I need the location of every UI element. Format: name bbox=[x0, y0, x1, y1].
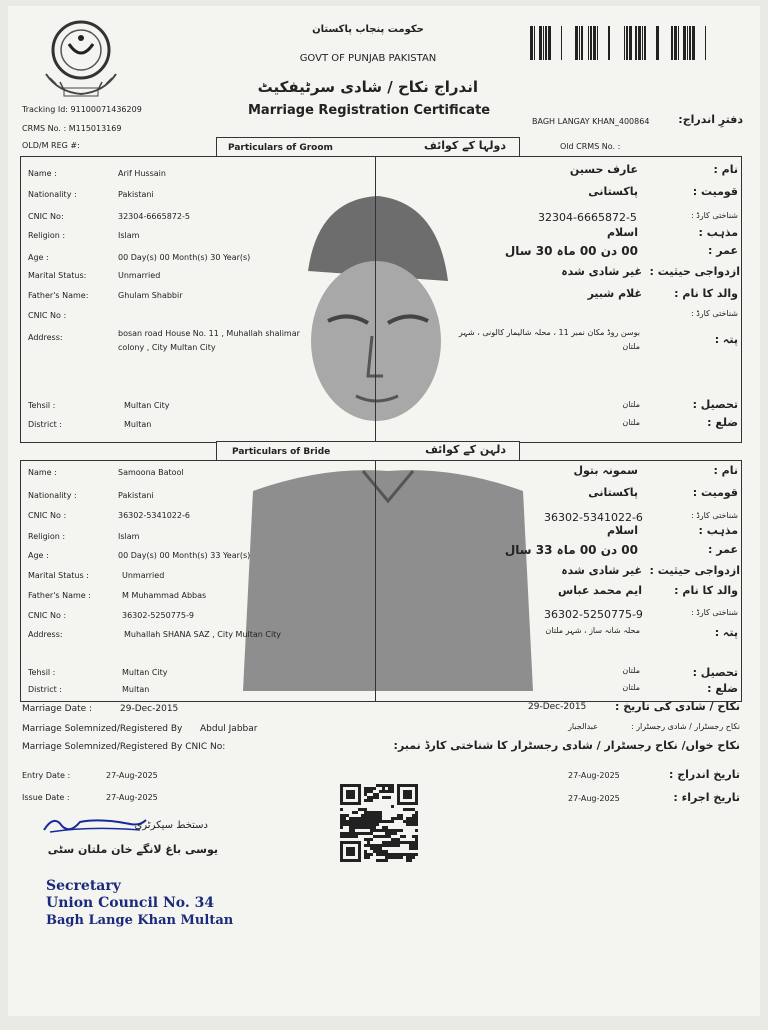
marriage-date-label: Marriage Date : bbox=[22, 704, 93, 714]
punjab-logo bbox=[36, 18, 126, 104]
bride-father: M Muhammad Abbas bbox=[122, 591, 207, 600]
groom-marital-label: Marital Status: bbox=[28, 271, 87, 280]
groom-father-cnic-label: CNIC No : bbox=[28, 311, 67, 320]
bride-nationality-urdu: پاکستانی bbox=[588, 486, 638, 499]
groom-address-urdu-line1: بوسن روڈ مکان نمبر 11 ، محلہ شالیمار کالونی ، شہر bbox=[458, 328, 640, 337]
bride-father-label: Father's Name : bbox=[28, 591, 91, 600]
groom-tehsil: Multan City bbox=[124, 401, 170, 410]
issue-date-urdu-label: تاریخ اجراء : bbox=[673, 791, 740, 804]
groom-nationality-urdu: پاکستانی bbox=[588, 185, 638, 198]
stamp-secretary: Secretary bbox=[46, 878, 121, 894]
bride-nationality: Pakistani bbox=[118, 491, 154, 500]
groom-address-label-urdu: پتہ : bbox=[714, 333, 738, 346]
old-reg-number: OLD/M REG #: bbox=[22, 141, 80, 150]
bride-marital-label: Marital Status : bbox=[28, 571, 89, 580]
groom-marital: Unmarried bbox=[118, 271, 161, 280]
bride-nationality-label-urdu: قومیت : bbox=[692, 486, 738, 499]
bride-district-label: District : bbox=[28, 685, 62, 694]
bride-address: Muhallah SHANA SAZ , City Multan City bbox=[124, 630, 282, 639]
barcode bbox=[530, 26, 720, 60]
bride-age: 00 Day(s) 00 Month(s) 33 Year(s) bbox=[118, 551, 251, 560]
groom-cnic-label: CNIC No: bbox=[28, 212, 64, 221]
registered-by-label: Marriage Solemnized/Registered By bbox=[22, 724, 183, 734]
registered-by: Abdul Jabbar bbox=[200, 724, 258, 734]
bride-marital-urdu: غیر شادی شدہ bbox=[561, 564, 642, 577]
bride-age-label-urdu: عمر : bbox=[708, 543, 738, 556]
office-value: BAGH LANGAY KHAN_400864 bbox=[532, 117, 650, 126]
marriage-date-urdu-label: نکاح / شادی کی تاریخ : bbox=[614, 700, 740, 713]
bride-tehsil: Multan City bbox=[122, 668, 168, 677]
groom-divider bbox=[375, 156, 376, 443]
groom-marital-urdu: غیر شادی شدہ bbox=[561, 265, 642, 278]
entry-date: 27-Aug-2025 bbox=[106, 771, 158, 780]
groom-age-label-urdu: عمر : bbox=[708, 244, 738, 257]
groom-district-label: District : bbox=[28, 420, 62, 429]
office-label-urdu: دفترِ اندراج: bbox=[678, 113, 743, 126]
groom-father-urdu: غلام شبیر bbox=[587, 287, 642, 300]
bride-cnic: 36302-5341022-6 bbox=[118, 511, 190, 520]
groom-name: Arif Hussain bbox=[118, 169, 166, 178]
bride-district: Multan bbox=[122, 685, 150, 694]
bride-cnic-urdu: 36302-5341022-6 bbox=[544, 511, 643, 524]
registered-by-urdu-label: نکاح رجسٹرار / شادی رجسٹرار : bbox=[630, 722, 740, 731]
groom-religion: Islam bbox=[118, 231, 140, 240]
groom-address-line2: colony , City Multan City bbox=[118, 343, 216, 352]
groom-district-label-urdu: ضلع : bbox=[707, 416, 738, 429]
groom-address-label: Address: bbox=[28, 333, 63, 342]
groom-address-urdu-line2: ملتان bbox=[622, 342, 640, 351]
signature-label-urdu: دستخط سیکرٹری bbox=[134, 820, 208, 831]
groom-name-label: Name : bbox=[28, 169, 57, 178]
tracking-id: Tracking Id: 91100071436209 bbox=[22, 105, 142, 114]
stamp-union-council: Union Council No. 34 bbox=[46, 895, 215, 911]
govt-title-urdu: حکومت پنجاب پاکستان bbox=[312, 24, 424, 35]
bride-address-label-urdu: پتہ : bbox=[714, 626, 738, 639]
groom-address-line1: bosan road House No. 11 , Muhallah shalimar bbox=[118, 329, 300, 338]
registered-by-urdu: عبدالجبار bbox=[568, 722, 598, 731]
groom-cnic-urdu: 32304-6665872-5 bbox=[538, 211, 637, 224]
marriage-date-urdu: 29-Dec-2015 bbox=[528, 702, 587, 712]
bride-religion-label-urdu: مذہب : bbox=[698, 524, 738, 537]
certificate-title-urdu: اندراج نکاح / شادی سرٹیفکیٹ bbox=[257, 78, 478, 96]
bride-father-cnic-label-urdu: شناختی کارڈ : bbox=[690, 608, 738, 617]
barcode-icon bbox=[530, 26, 720, 60]
bride-district-label-urdu: ضلع : bbox=[707, 682, 738, 695]
groom-father-cnic-label-urdu: شناختی کارڈ : bbox=[690, 309, 738, 318]
crms-number: CRMS No. : M115013169 bbox=[22, 124, 122, 133]
bride-religion: Islam bbox=[118, 532, 140, 541]
entry-date-label: Entry Date : bbox=[22, 771, 71, 780]
qr-code bbox=[340, 784, 418, 862]
bride-divider bbox=[375, 460, 376, 702]
groom-religion-label-urdu: مذہب : bbox=[698, 226, 738, 239]
bride-name: Samoona Batool bbox=[118, 468, 184, 477]
bride-name-urdu: سمونہ بتول bbox=[573, 464, 638, 477]
groom-religion-label: Religion : bbox=[28, 231, 66, 240]
registered-cnic-label: Marriage Solemnized/Registered By CNIC No: bbox=[22, 742, 226, 752]
entry-date-urdu-label: تاریخ اندراج : bbox=[669, 768, 740, 781]
bride-cnic-label-urdu: شناختی کارڈ : bbox=[690, 511, 738, 520]
bride-address-urdu: محلہ شانہ ساز ، شہر ملتان bbox=[545, 626, 640, 635]
groom-name-label-urdu: نام : bbox=[713, 163, 738, 176]
groom-age-label: Age : bbox=[28, 253, 49, 262]
stamp-location: Bagh Lange Khan Multan bbox=[46, 913, 234, 928]
groom-age-urdu: 00 دن 00 ماہ 30 سال bbox=[504, 244, 638, 258]
bride-heading-urdu: دلہن کے کوائف bbox=[425, 443, 506, 456]
groom-name-urdu: عارف حسین bbox=[569, 163, 638, 176]
bride-district-urdu: ملتان bbox=[622, 683, 640, 692]
marriage-date: 29-Dec-2015 bbox=[120, 704, 179, 714]
bride-heading: Particulars of Bride bbox=[232, 447, 331, 457]
bride-name-label-urdu: نام : bbox=[713, 464, 738, 477]
council-name-urdu: یوسی باغ لانگے خان ملتان سٹی bbox=[47, 843, 218, 856]
bride-age-label: Age : bbox=[28, 551, 49, 560]
groom-cnic-label-urdu: شناختی کارڈ : bbox=[690, 211, 738, 220]
certificate-page bbox=[8, 6, 760, 1016]
bride-nationality-label: Nationality : bbox=[28, 491, 77, 500]
bride-father-urdu: ایم محمد عباس bbox=[558, 584, 642, 597]
bride-marital-label-urdu: ازدواجی حیثیت : bbox=[649, 564, 740, 577]
groom-nationality-label-urdu: قومیت : bbox=[692, 185, 738, 198]
registered-cnic-urdu-label: نکاح خواں/ نکاح رجسٹرار / شادی رجسٹرار کا شناختی کارڈ نمبر: bbox=[393, 739, 740, 752]
groom-nationality-label: Nationality : bbox=[28, 190, 77, 199]
bride-address-label: Address: bbox=[28, 630, 63, 639]
groom-district-urdu: ملتان bbox=[622, 418, 640, 427]
issue-date-label: Issue Date : bbox=[22, 793, 70, 802]
groom-tehsil-label-urdu: تحصیل : bbox=[692, 398, 738, 411]
bride-tehsil-label: Tehsil : bbox=[28, 668, 56, 677]
entry-date-urdu: 27-Aug-2025 bbox=[568, 771, 620, 780]
bride-name-label: Name : bbox=[28, 468, 57, 477]
bride-marital: Unmarried bbox=[122, 571, 165, 580]
groom-religion-urdu: اسلام bbox=[606, 226, 638, 239]
groom-father: Ghulam Shabbir bbox=[118, 291, 183, 300]
bride-tehsil-urdu: ملتان bbox=[622, 666, 640, 675]
groom-nationality: Pakistani bbox=[118, 190, 154, 199]
bride-father-cnic-label: CNIC No : bbox=[28, 611, 67, 620]
groom-father-label-urdu: والد کا نام : bbox=[674, 287, 738, 300]
issue-date: 27-Aug-2025 bbox=[106, 793, 158, 802]
bride-tehsil-label-urdu: تحصیل : bbox=[692, 666, 738, 679]
groom-tehsil-urdu: ملتان bbox=[622, 400, 640, 409]
groom-marital-label-urdu: ازدواجی حیثیت : bbox=[649, 265, 740, 278]
groom-district: Multan bbox=[124, 420, 152, 429]
groom-age: 00 Day(s) 00 Month(s) 30 Year(s) bbox=[118, 253, 251, 262]
certificate-title: Marriage Registration Certificate bbox=[248, 103, 491, 118]
qr-code-icon bbox=[340, 784, 418, 862]
groom-father-label: Father's Name: bbox=[28, 291, 89, 300]
bride-cnic-label: CNIC No : bbox=[28, 511, 67, 520]
issue-date-urdu: 27-Aug-2025 bbox=[568, 794, 620, 803]
groom-heading-urdu: دولہا کے کوائف bbox=[424, 139, 506, 152]
groom-heading: Particulars of Groom bbox=[228, 143, 333, 153]
emblem-icon bbox=[36, 18, 126, 104]
bride-father-cnic: 36302-5250775-9 bbox=[122, 611, 194, 620]
bride-father-cnic-urdu: 36302-5250775-9 bbox=[544, 608, 643, 621]
bride-religion-label: Religion : bbox=[28, 532, 66, 541]
bride-father-label-urdu: والد کا نام : bbox=[674, 584, 738, 597]
govt-title: GOVT OF PUNJAB PAKISTAN bbox=[299, 53, 437, 64]
old-crms-number: Old CRMS No. : bbox=[560, 142, 621, 151]
groom-tehsil-label: Tehsil : bbox=[28, 401, 56, 410]
bride-religion-urdu: اسلام bbox=[606, 524, 638, 537]
groom-cnic: 32304-6665872-5 bbox=[118, 212, 190, 221]
bride-age-urdu: 00 دن 00 ماہ 33 سال bbox=[504, 543, 638, 557]
